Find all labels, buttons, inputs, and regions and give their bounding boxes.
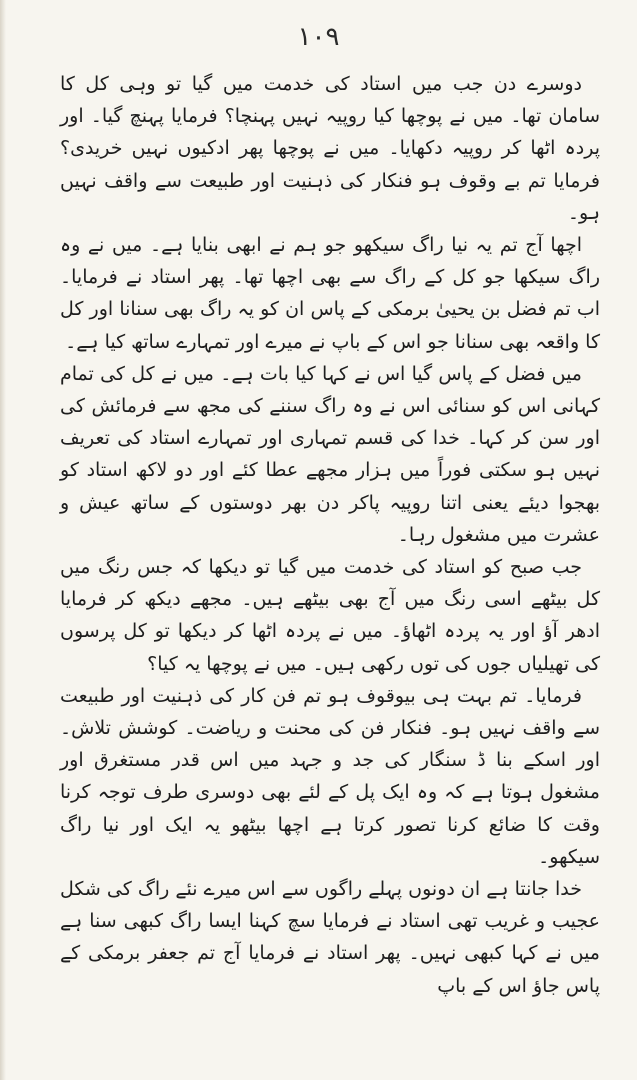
scan-shadow xyxy=(0,0,6,1080)
paragraph-5: فرمایا۔ تم بہت ہی بیوقوف ہو تم فن کار کی ذہنیت اور طبیعت سے واقف نہیں ہو۔ فنکار فن کی محنت و ریاضت۔ کوشش تلاش۔ اور اسکے بنا ڈ سنگار کی جد و جہد میں اس قدر مستغرق اور مشغول ہوتا ہے کہ وہ ایک پل کے لئے بھی دوسری طرف توجہ کرنا وقت کا ضائع کرنا تصور کرتا ہے اچھا بیٹھو یہ ایک اور نیا راگ سیکھو۔ xyxy=(60,684,600,868)
body-text xyxy=(60,68,600,1002)
page-number: ۱۰۹ xyxy=(297,22,340,52)
paragraph-3: میں فضل کے پاس گیا اس نے کہا کیا بات ہے۔ میں نے کل کی تمام کہانی اس کو سنائی اس نے وہ راگ سننے کی مجھ سے فرمائش کی اور سن کر کہا۔ خدا کی قسم تمہاری اور تمہارے استاد کی تعریف نہیں ہو سکتی فوراً میں ہزار مجھے عطا کئے اور دو لاکھ استاد کو بھجوا دیئے یعنی اتنا روپیہ پاکر دن بھر دوستوں کے ساتھ عیش و عشرت میں مشغول رہا۔ xyxy=(60,362,600,546)
paragraph-1: دوسرے دن جب میں استاد کی خدمت میں گیا تو وہی کل کا سامان تھا۔ میں نے پوچھا کیا روپیہ نہیں پہنچا؟ فرمایا پہنچ گیا۔ اور پردہ اٹھا کر روپیہ دکھایا۔ میں نے پوچھا پھر ادکیوں نہیں خریدی؟ فرمایا تم بے وقوف ہو فنکار کی ذہنیت اور طبیعت سے واقف نہیں ہو۔ xyxy=(60,73,600,224)
paragraph-2: اچھا آج تم یہ نیا راگ سیکھو جو ہم نے ابھی بنایا ہے۔ میں نے وہ راگ سیکھا جو کل کے راگ سے بھی اچھا تھا۔ پھر استاد نے فرمایا۔ اب تم فضل بن یحییٰ برمکی کے پاس ان کو یہ راگ بھی سنانا اور کل کا واقعہ بھی سنانا جو اس کے باپ نے میرے اور تمہارے ساتھ کیا ہے۔ xyxy=(60,234,600,353)
paragraph-6: خدا جانتا ہے ان دونوں پہلے راگوں سے اس میرے نئے راگ کی شکل عجیب و غریب تھی استاد نے فرمایا سچ کہنا ایسا راگ کبھی سنا ہے میں نے کہا کبھی نہیں۔ پھر استاد نے فرمایا آج تم جعفر برمکی کے پاس جاؤ اس کے باپ xyxy=(60,878,600,997)
paragraph-4: جب صبح کو استاد کی خدمت میں گیا تو دیکھا کہ جس رنگ میں کل بیٹھے اسی رنگ میں آج بھی بیٹھے ہیں۔ مجھے دیکھ کر فرمایا ادھر آؤ اور یہ پردہ اٹھاؤ۔ میں نے پردہ اٹھا کر دیکھا تو کل پرسوں کی تھیلیاں جوں کی توں رکھی ہیں۔ میں نے پوچھا یہ کیا؟ xyxy=(60,556,600,675)
